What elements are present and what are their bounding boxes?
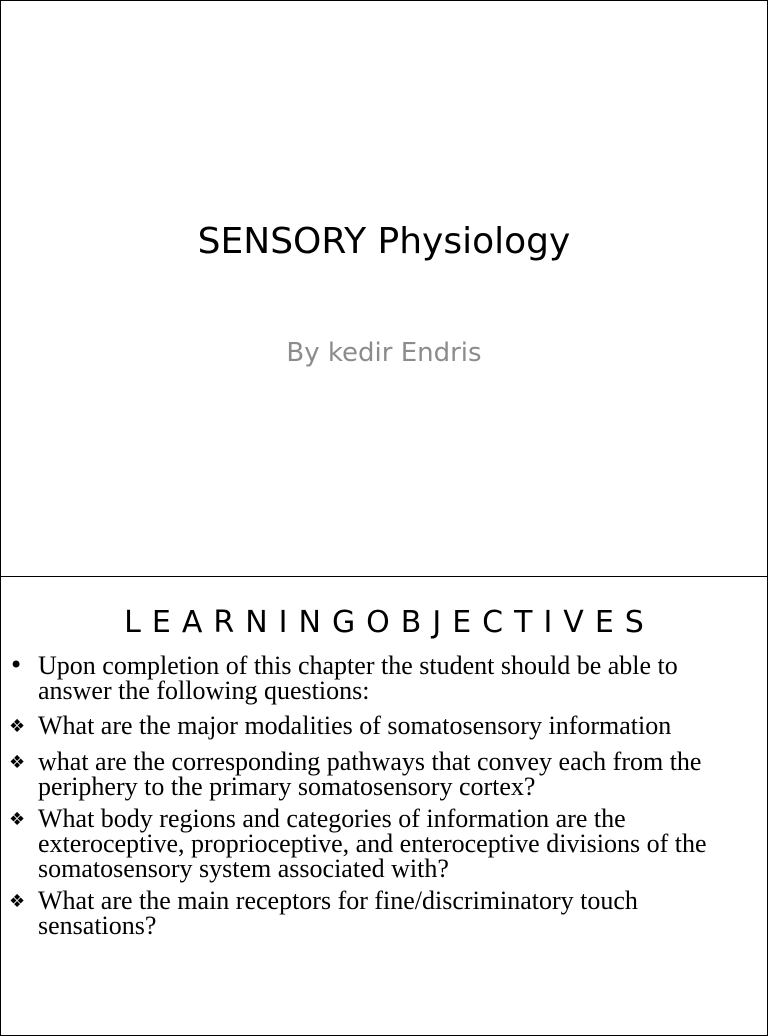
list-item-text: Upon completion of this chapter the student should be able to answer the following questions: bbox=[38, 651, 678, 705]
list-item bbox=[7, 710, 727, 742]
list-item-text: What are the main receptors for fine/discriminatory touch sensations? bbox=[38, 886, 638, 940]
slide-subtitle: By kedir Endris bbox=[286, 338, 482, 368]
objectives-heading: LEARNINGOBJECTIVES bbox=[124, 605, 655, 640]
list-item bbox=[7, 749, 727, 799]
list-item-text: What body regions and categories of information are the exteroceptive, proprioceptive, and enteroceptive divisions of the somatosensory system associated with? bbox=[38, 804, 707, 883]
diamond-bullet-icon: ❖ bbox=[9, 716, 26, 737]
diamond-bullet-icon: ❖ bbox=[9, 752, 26, 773]
diamond-bullet-icon: ❖ bbox=[9, 891, 26, 912]
list-item bbox=[7, 888, 727, 938]
list-item bbox=[7, 806, 727, 881]
list-item-text: What are the major modalities of somatosensory information bbox=[38, 711, 672, 740]
list-item bbox=[7, 653, 727, 703]
bullet-icon: • bbox=[9, 651, 24, 679]
objectives-slide bbox=[0, 576, 768, 1036]
diamond-bullet-icon: ❖ bbox=[9, 809, 26, 830]
list-item-text: what are the corresponding pathways that convey each from the periphery to the primary somatosensory cortex? bbox=[38, 747, 702, 801]
objectives-list bbox=[7, 653, 727, 945]
slide-title: SENSORY Physiology bbox=[197, 221, 571, 262]
